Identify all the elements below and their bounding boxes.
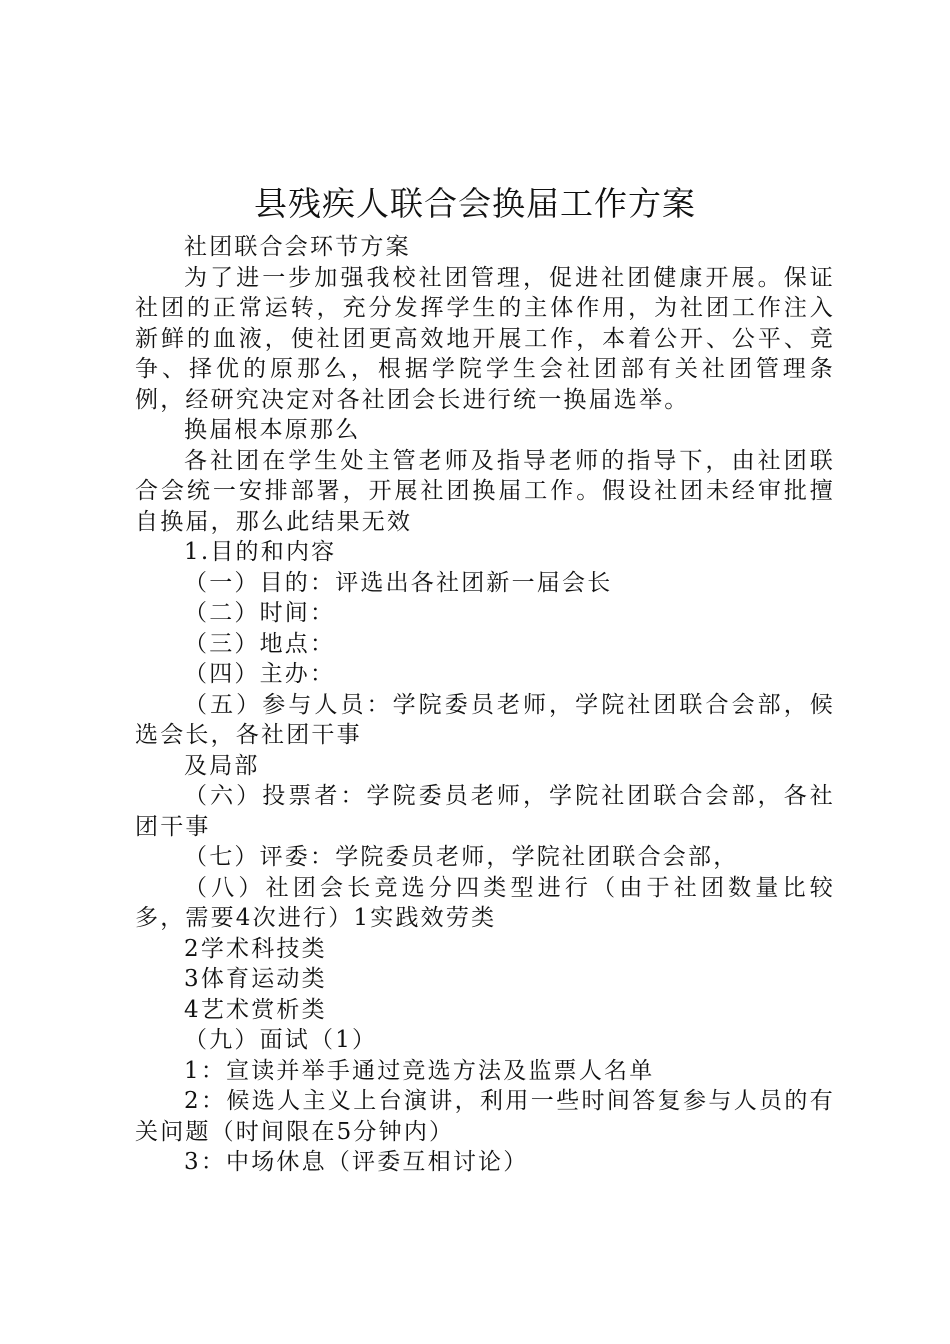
- paragraph: 2学术科技类: [184, 935, 327, 962]
- paragraph: 2：候选人主义上台演讲，利用一些时间答复参与人员的有关问题（时间限在5分钟内）: [135, 1088, 835, 1145]
- document-body: [135, 232, 835, 1178]
- paragraph: 为了进一步加强我校社团管理，促进社团健康开展。保证社团的正常运转，充分发挥学生的主体作用，为社团工作注入新鲜的血液，使社团更高效地开展工作，本着公开、公平、竞争、择优的原那么，根据学院学生会社团部有关社团管理条例，经研究决定对各社团会长进行统一换届选举。: [135, 264, 835, 413]
- paragraph: （四）主办：: [184, 661, 336, 687]
- paragraph: 各社团在学生处主管老师及指导老师的指导下，由社团联合会统一安排部署，开展社团换届工作。假设社团未经审批擅自换届，那么此结果无效: [135, 447, 835, 535]
- paragraph: 及局部: [184, 752, 260, 779]
- paragraph: （六）投票者：学院委员老师，学院社团联合会部，各社团干事: [135, 783, 835, 840]
- paragraph: （三）地点：: [184, 630, 336, 657]
- paragraph: （八）社团会长竞选分四类型进行（由于社团数量比较多，需要4次进行）1实践效劳类: [135, 874, 835, 931]
- paragraph: 1：宣读并举手通过竞选方法及监票人名单: [184, 1057, 655, 1084]
- paragraph: 3体育运动类: [184, 966, 327, 992]
- paragraph: （二）时间：: [184, 600, 336, 626]
- paragraph: （七）评委：学院委员老师，学院社团联合会部，: [184, 844, 739, 870]
- paragraph: 1.目的和内容: [184, 539, 337, 565]
- paragraph: 3：中场休息（评委互相讨论）: [184, 1149, 529, 1175]
- document-title: 县残疾人联合会换届工作方案: [254, 184, 696, 223]
- paragraph: 换届根本原那么: [184, 417, 361, 443]
- paragraph: （九）面试（1）: [184, 1027, 378, 1053]
- paragraph: 4艺术赏析类: [184, 996, 327, 1023]
- paragraph: （一）目的：评选出各社团新一届会长: [184, 569, 613, 596]
- paragraph: 社团联合会环节方案: [184, 234, 411, 260]
- paragraph: （五）参与人员：学院委员老师，学院社团联合会部，候选会长，各社团干事: [135, 691, 835, 748]
